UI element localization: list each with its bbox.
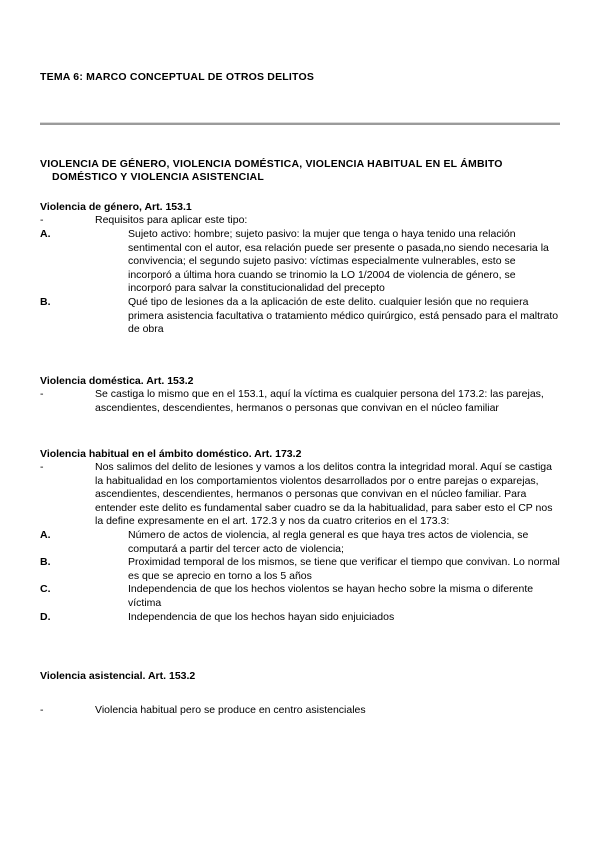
section-violencia-domestica <box>40 375 560 416</box>
item-text: Sujeto activo: hombre; sujeto pasivo: la mujer que tenga o haya tenido una relación sentimental con el autor, esa relación puede ser presente o pasada,no siendo necesaria la convivencia; el segundo sujeto pasivo: víctimas especialmente vulnerables, esto se incorporó a última hora cuando se trinomio la LO 1/2004 de violencia de género, se incorporó para salvar la constitucionalidad del precepto <box>128 227 549 295</box>
item-text: Independencia de que los hechos hayan sido enjuiciados <box>128 610 395 623</box>
item-marker: B. <box>40 556 51 569</box>
section-heading: Violencia habitual en el ámbito doméstico. Art. 173.2 <box>40 447 302 460</box>
document-title: TEMA 6: MARCO CONCEPTUAL DE OTROS DELITOS <box>40 71 315 83</box>
list-item <box>40 611 560 625</box>
item-marker: - <box>40 388 44 401</box>
item-text: Violencia habitual pero se produce en centro asistenciales <box>95 703 366 716</box>
item-text: Requisitos para aplicar este tipo: <box>95 214 248 227</box>
main-heading-line2: DOMÉSTICO Y VIOLENCIA ASISTENCIAL <box>52 171 264 184</box>
section-heading: Violencia doméstica. Art. 153.2 <box>40 374 194 387</box>
item-marker: - <box>40 461 44 474</box>
item-text: Número de actos de violencia, al regla general es que haya tres actos de violencia, se computará a partir del tercer acto de violencia; <box>128 529 529 555</box>
item-marker: D. <box>40 610 51 623</box>
list-item <box>40 583 560 610</box>
horizontal-divider <box>40 123 560 125</box>
main-heading <box>40 158 560 185</box>
item-text: Proximidad temporal de los mismos, se tiene que verificar el tiempo que convivan. Lo normal es que se aprecio en torno a los 5 años <box>128 556 560 582</box>
item-marker: C. <box>40 583 51 596</box>
section-violencia-habitual <box>40 448 560 625</box>
item-marker: B. <box>40 295 51 308</box>
item-text: Independencia de que los hechos violentos se hayan hecho sobre la misma o diferente víctima <box>128 583 534 610</box>
section-heading: Violencia de género, Art. 153.1 <box>40 200 192 213</box>
section-violencia-asistencial <box>40 670 560 717</box>
item-text: Qué tipo de lesiones da a la aplicación de este delito. cualquier lesión que no requiera primera asistencia facultativa o tratamiento médico quirúrgico, está pensado para el maltrato de obra <box>128 295 559 336</box>
list-item <box>40 529 560 556</box>
list-item <box>40 556 560 583</box>
list-item <box>40 228 560 296</box>
item-text: Se castiga lo mismo que en el 153.1, aquí la víctima es cualquier persona del 173.2: las parejas, ascendientes, descendientes, hermanos o personas que convivan en el núcleo familiar <box>95 388 544 414</box>
item-marker: - <box>40 214 44 227</box>
list-item <box>40 461 560 529</box>
list-item <box>40 296 560 337</box>
section-heading: Violencia asistencial. Art. 153.2 <box>40 670 196 683</box>
item-text: Nos salimos del delito de lesiones y vamos a los delitos contra la integridad moral. Aquí se castiga la habitualidad en los comportamientos violentos desarrollados por o entre parejas o exparejas, ascendientes, descendientes, hermanos o personas que convivan en el núcleo familiar. Para entender este delito es fundamental saber cuadro se da la habitualidad, para saber esto el CP nos la define expresamente en el art. 172.3 y nos da cuatro criterios en el 173.3: <box>95 461 553 528</box>
list-item <box>40 214 560 228</box>
section-violencia-de-genero <box>40 201 560 337</box>
item-marker: A. <box>40 529 51 542</box>
main-heading-line1: VIOLENCIA DE GÉNERO, VIOLENCIA DOMÉSTICA, VIOLENCIA HABITUAL EN EL ÁMBITO <box>40 157 503 170</box>
item-marker: A. <box>40 227 51 240</box>
item-marker: - <box>40 703 44 716</box>
list-item <box>40 704 560 718</box>
list-item <box>40 388 560 415</box>
